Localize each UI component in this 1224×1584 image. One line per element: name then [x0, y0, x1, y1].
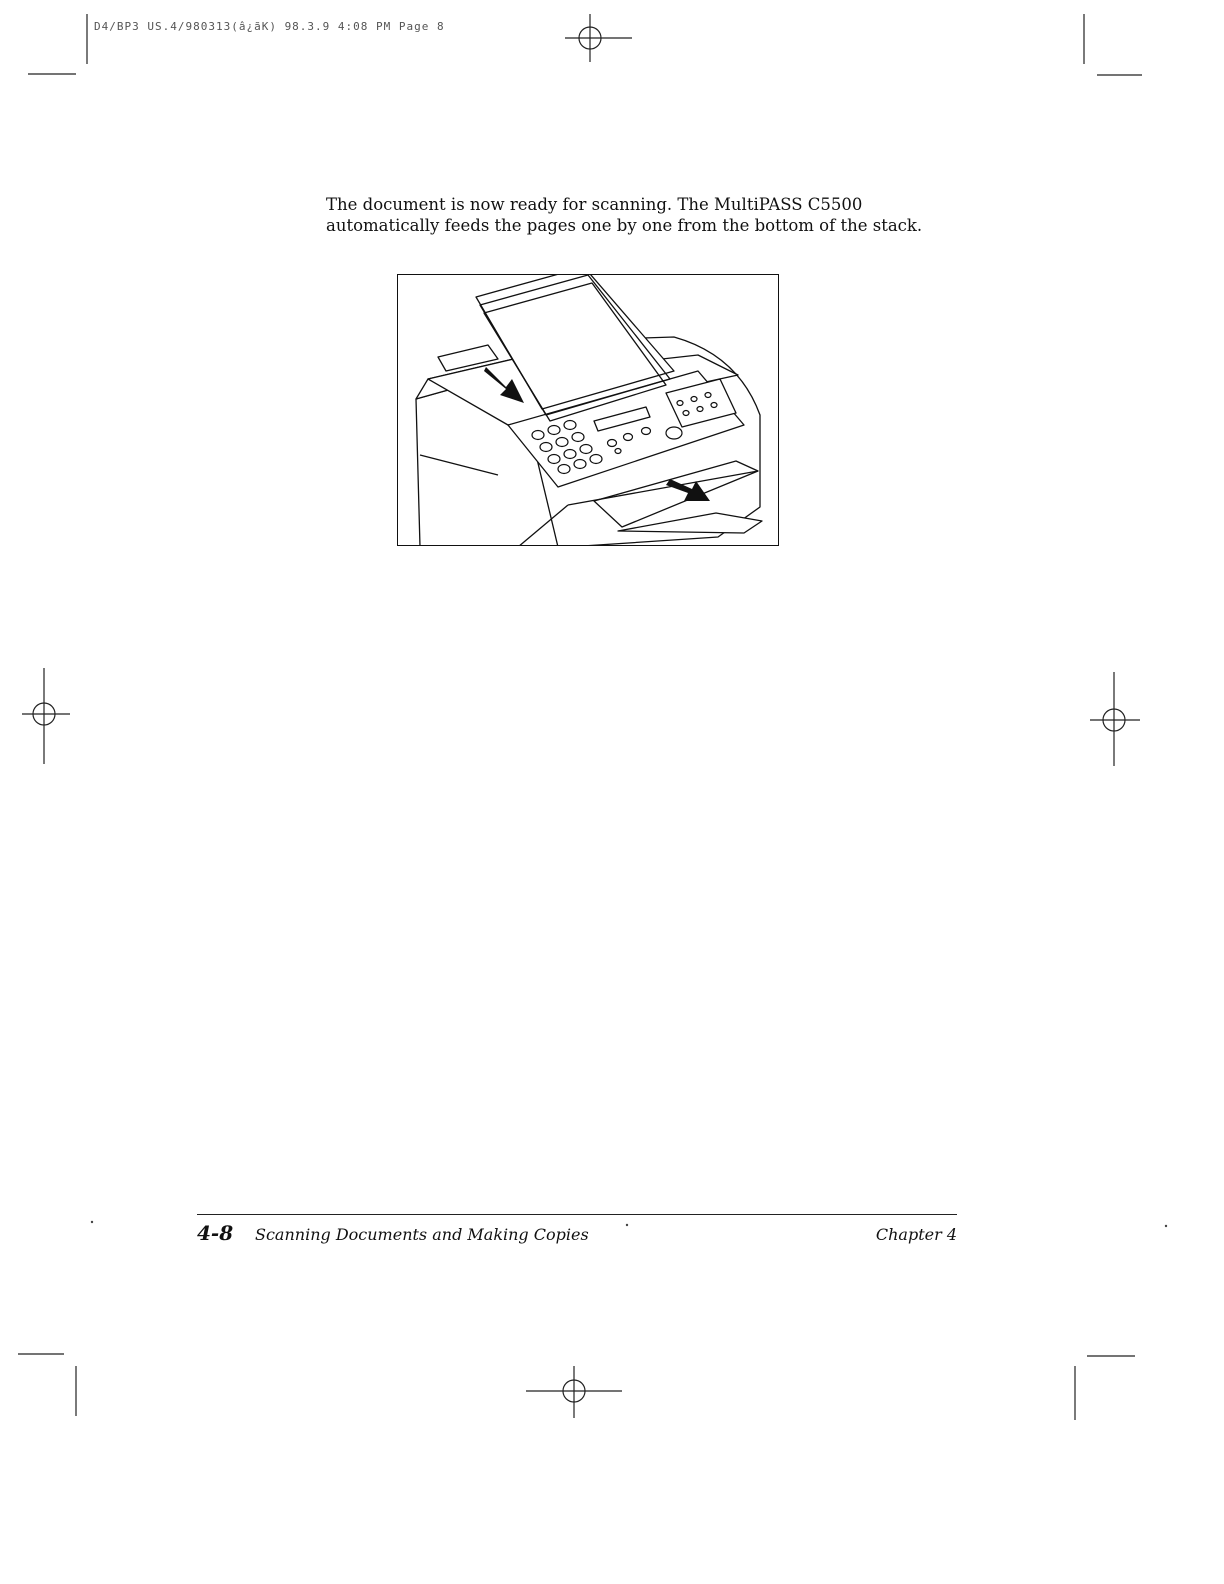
page-footer	[197, 1221, 957, 1249]
footer-rule	[197, 1214, 957, 1215]
page-number: 4-8	[197, 1221, 234, 1245]
body-paragraph	[326, 194, 966, 236]
printer-slug: D4/BP3 US.4/980313(â¿ãK) 98.3.9 4:08 PM Page 8	[94, 20, 445, 33]
body-line-1: The document is now ready for scanning. The MultiPASS C5500	[326, 195, 863, 214]
section-title: Scanning Documents and Making Copies	[255, 1225, 589, 1244]
printer-illustration	[397, 274, 779, 546]
body-line-2: automatically feeds the pages one by one from the bottom of the stack.	[326, 216, 923, 235]
chapter-label: Chapter 4	[875, 1225, 957, 1244]
